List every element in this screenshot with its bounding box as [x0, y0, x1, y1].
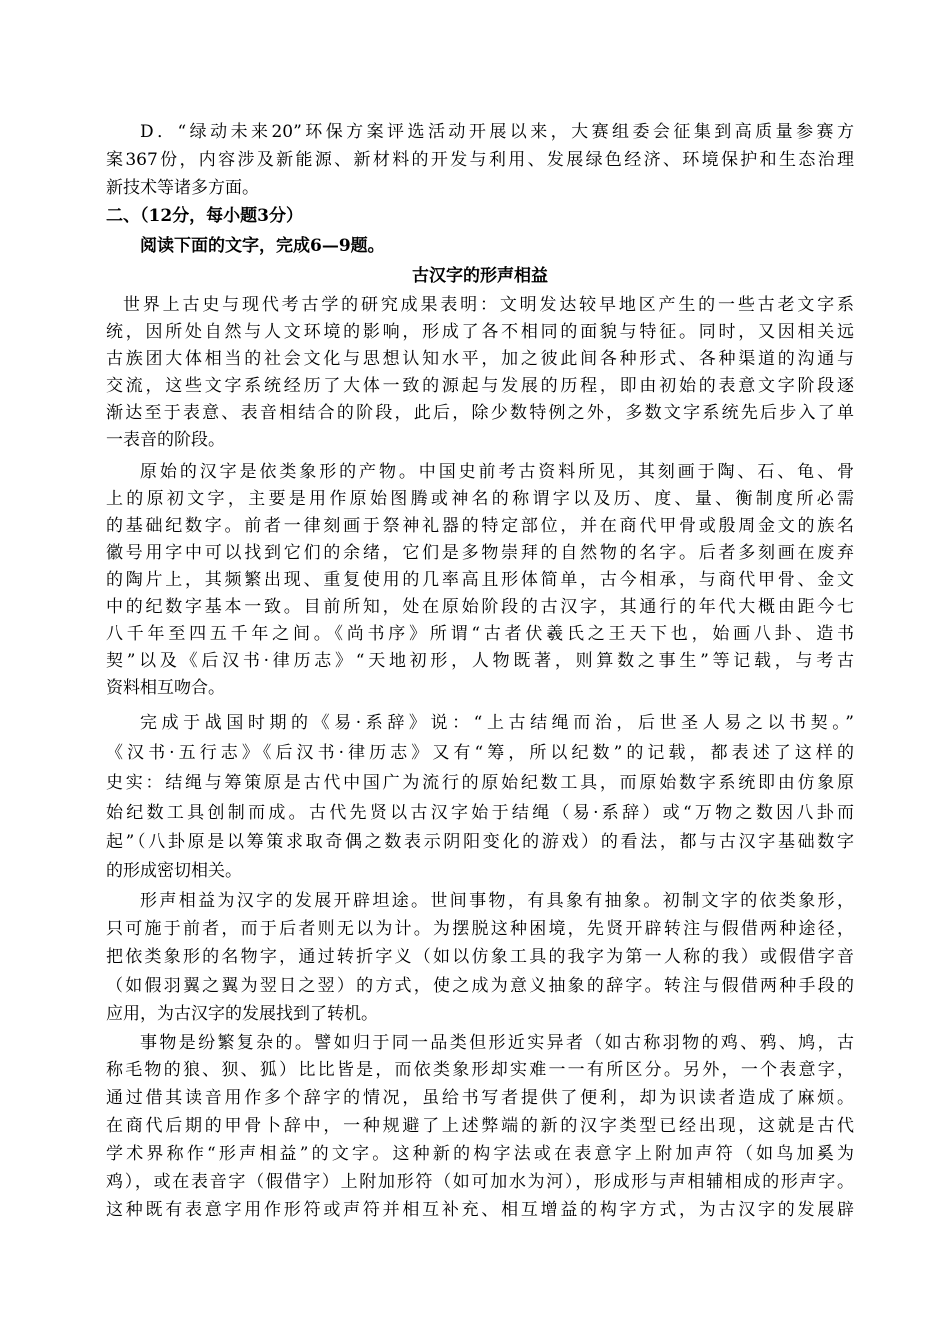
section-instruction: 阅读下面的文字，完成6—9题。: [140, 236, 385, 256]
paragraph-5-line: 学术界称作“形声相益”的文字。这种新的构字法或在表意字上附加声符（如鸟加奚为: [106, 1144, 854, 1164]
paragraph-4-line: 形声相益为汉字的发展开辟坦途。世间事物，有具象有抽象。初制文字的依类象形，: [140, 891, 854, 911]
paragraph-2-line: 中的纪数字基本一致。目前所知，处在原始阶段的古汉字，其通行的年代大概由距今七: [106, 597, 854, 617]
paragraph-3-line: 完成于战国时期的《易·系辞》说：“上古结绳而治，后世圣人易之以书契。”: [140, 713, 854, 733]
paragraph-3-line: 始纪数工具创制而成。古代先贤以古汉字始于结绳（易·系辞）或“万物之数因八卦而: [106, 803, 854, 823]
paragraph-2-line: 资料相互吻合。: [106, 678, 225, 698]
paragraph-2-line: 原始的汉字是依类象形的产物。中国史前考古资料所见，其刻画于陶、石、龟、骨: [140, 462, 854, 482]
paragraph-1-line: 统，因所处自然与人文环境的影响，形成了各不相同的面貌与特征。同时，又因相关远: [106, 322, 854, 342]
paragraph-1-line: 古族团大体相当的社会文化与思想认知水平，加之彼此间各种形式、各种渠道的沟通与: [106, 349, 854, 369]
option-d-line-1: D．“绿动未来20”环保方案评选活动开展以来，大赛组委会征集到高质量参赛方: [140, 122, 854, 142]
paragraph-5-line: 这种既有表意字用作形符或声符并相互补充、相互增益的构字方式，为古汉字的发展辟: [106, 1200, 854, 1220]
paragraph-5-line: 在商代后期的甲骨卜辞中，一种规避了上述弊端的新的汉字类型已经出现，这就是古代: [106, 1116, 854, 1136]
paragraph-3-line: 史实：结绳与筹策原是古代中国广为流行的原始纪数工具，而原始数字系统即由仿象原: [106, 773, 854, 793]
paragraph-5-line: 鸡），或在表音字（假借字）上附加形符（如可加水为河），形成形与声相辅相成的形声字。: [106, 1172, 854, 1192]
paragraph-5-line: 事物是纷繁复杂的。譬如归于同一品类但形近实异者（如古称羽物的鸡、鸦、鸠，古: [140, 1033, 854, 1053]
paragraph-5-line: 称毛物的狼、狈、狐）比比皆是，而依类象形却实难一一有所区分。另外，一个表意字，: [106, 1060, 854, 1080]
paragraph-1-line: 交流，这些文字系统经历了大体一致的源起与发展的历程，即由初始的表意文字阶段逐: [106, 376, 854, 396]
paragraph-1-line: 渐达至于表意、表音相结合的阶段，此后，除少数特例之外，多数文字系统先后步入了单: [106, 403, 854, 423]
option-d-line-3: 新技术等诸多方面。: [106, 178, 259, 198]
option-d-line-2: 案367份，内容涉及新能源、新材料的开发与利用、发展绿色经济、环境保护和生态治理: [106, 150, 854, 170]
paragraph-4-line: 把依类象形的名物字，通过转折字义（如以仿象工具的我字为第一人称的我）或假借字音: [106, 947, 854, 967]
paragraph-2-line: 的基础纪数字。前者一律刻画于祭神礼器的特定部位，并在商代甲骨或殷周金文的族名: [106, 516, 854, 536]
article-title: 古汉字的形声相益: [412, 266, 548, 286]
paragraph-3-line: 的形成密切相关。: [106, 861, 242, 881]
section-heading: 二、（12分，每小题3分）: [106, 206, 303, 226]
paragraph-3-line: 起”（八卦原是以筹策求取奇偶之数表示阴阳变化的游戏）的看法，都与古汉字基础数字: [106, 832, 854, 852]
paragraph-1-line: 一表音的阶段。: [106, 430, 225, 450]
paragraph-2-line: 上的原初文字，主要是用作原始图腾或神名的称谓字以及历、度、量、衡制度所必需: [106, 489, 854, 509]
paragraph-5-line: 通过借其读音用作多个辞字的情况，虽给书写者提供了便利，却为识读者造成了麻烦。: [106, 1088, 854, 1108]
paragraph-2-line: 契”以及《后汉书·律历志》“天地初形，人物既著，则算数之事生”等记载，与考古: [106, 651, 854, 671]
paragraph-2-line: 的陶片上，其频繁出现、重复使用的几率高且形体简单，古今相承，与商代甲骨、金文: [106, 570, 854, 590]
paragraph-4-line: （如假羽翼之翼为翌日之翌）的方式，使之成为意义抽象的辞字。转注与假借两种手段的: [106, 976, 854, 996]
paragraph-1-line: 世界上古史与现代考古学的研究成果表明：文明发达较早地区产生的一些古老文字系: [123, 295, 854, 315]
paragraph-4-line: 只可施于前者，而于后者则无以为计。为摆脱这种困境，先贤开辟转注与假借两种途径，: [106, 919, 854, 939]
paragraph-3-line: 《汉书·五行志》《后汉书·律历志》又有“筹，所以纪数”的记载，都表述了这样的: [106, 743, 854, 763]
paragraph-4-line: 应用，为古汉字的发展找到了转机。: [106, 1004, 378, 1024]
paragraph-2-line: 徽号用字中可以找到它们的余绪，它们是多物崇拜的自然物的名字。后者多刻画在废弃: [106, 543, 854, 563]
paragraph-2-line: 八千年至四五千年之间。《尚书序》所谓“古者伏羲氏之王天下也，始画八卦、造书: [106, 624, 854, 644]
